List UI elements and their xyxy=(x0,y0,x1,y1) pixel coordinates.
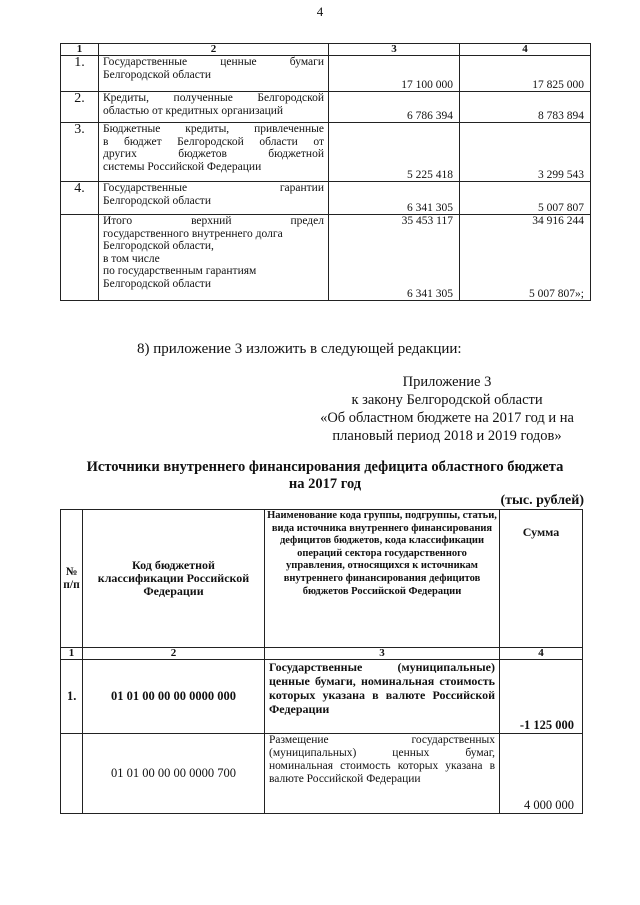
appendix-line: плановый период 2018 и 2019 годов» xyxy=(332,428,562,444)
table-row xyxy=(61,734,583,814)
table-header-row xyxy=(61,44,591,56)
table-total-row xyxy=(61,215,591,301)
row-name-line: областью от кредитных организаций xyxy=(103,104,284,117)
index-cell: 2 xyxy=(83,648,265,660)
value-2017: 6 786 394 xyxy=(329,92,460,123)
row-name-line: Государственные ценные бумаги xyxy=(103,56,324,68)
index-cell: 1 xyxy=(61,648,83,660)
col-header: 3 xyxy=(329,44,460,56)
value-2018: 17 825 000 xyxy=(460,56,591,92)
value-2017: 17 100 000 xyxy=(329,56,460,92)
row-name-line: Белгородской области xyxy=(103,68,211,81)
total-name-line: Итого верхний предел xyxy=(103,215,324,227)
total-name-line: Белгородской области, xyxy=(103,240,214,252)
col-header: 2 xyxy=(99,44,329,56)
total-name xyxy=(99,215,329,301)
row-number-empty xyxy=(61,215,99,301)
row-number xyxy=(61,734,83,814)
value-2018: 3 299 543 xyxy=(460,123,591,182)
page-number: 4 xyxy=(316,4,324,19)
row-name xyxy=(99,123,329,182)
col-header-sum: Сумма xyxy=(500,510,583,648)
units-label: (тыс. рублей) xyxy=(500,493,584,508)
total-name-line: по государственным гарантиям xyxy=(103,265,257,277)
row-number: 3. xyxy=(61,123,99,182)
col-header-number: № п/п xyxy=(61,510,83,648)
index-row xyxy=(61,648,583,660)
row-number: 2. xyxy=(61,92,99,123)
title-line: Источники внутреннего финансирования дефицита областного бюджета xyxy=(86,459,564,475)
value-2017: 6 341 305 xyxy=(329,182,460,215)
total-name-line: Белгородской области xyxy=(103,277,211,290)
appendix-line: к закону Белгородской области xyxy=(351,392,543,408)
row-name xyxy=(99,182,329,215)
financing-sources-table xyxy=(60,509,583,814)
document-title xyxy=(60,459,590,493)
row-name-line: Белгородской области xyxy=(103,194,211,207)
row-number: 4. xyxy=(61,182,99,215)
table-row xyxy=(61,182,591,215)
value-2018: 5 007 807 xyxy=(460,182,591,215)
row-name-line: Государственные гарантии xyxy=(103,182,324,194)
appendix-line: «Об областном бюджете на 2017 год и на xyxy=(320,410,574,426)
col-header-name: Наименование кода группы, подгруппы, статьи, вида источника внутреннего финансирования дефицитов бюджетов, кода классификации операций сектора государственного управления, относящихся к источникам внутреннего финансирования дефицитов бюджетов Российской Федерации xyxy=(265,510,500,648)
index-cell: 4 xyxy=(500,648,583,660)
value-2017: 5 225 418 xyxy=(329,123,460,182)
table-row xyxy=(61,660,583,734)
row-amount: 4 000 000 xyxy=(500,734,583,814)
amendment-paragraph: 8) приложение 3 изложить в следующей редакции: xyxy=(137,341,462,357)
table-row xyxy=(61,92,591,123)
table-header-row xyxy=(61,510,583,648)
total-value: 35 453 117 xyxy=(401,215,453,227)
index-cell: 3 xyxy=(265,648,500,660)
row-name-line: других бюджетов бюджетной xyxy=(103,148,324,160)
guarantee-value: 5 007 807»; xyxy=(529,287,584,300)
total-2018 xyxy=(460,215,591,301)
col-header: 1 xyxy=(61,44,99,56)
row-description: Государственные (муниципальные) ценные бумаги, номинальная стоимость которых указана в валюте Российской Федерации xyxy=(265,660,500,734)
table-row xyxy=(61,123,591,182)
appendix-line: Приложение 3 xyxy=(402,374,492,390)
total-name-line: в том числе xyxy=(103,252,160,265)
guarantee-value: 6 341 305 xyxy=(407,287,453,300)
row-number: 1. xyxy=(61,660,83,734)
row-code: 01 01 00 00 00 0000 000 xyxy=(83,660,265,734)
col-header: 4 xyxy=(460,44,591,56)
row-name-line: Кредиты, полученные Белгородской xyxy=(103,92,324,104)
value-2018: 8 783 894 xyxy=(460,92,591,123)
row-name xyxy=(99,92,329,123)
total-value: 34 916 244 xyxy=(532,215,584,227)
row-description: Размещение государственных (муниципальных) ценных бумаг, номинальная стоимость которых указана в валюте Российской Федерации xyxy=(265,734,500,814)
row-number: 1. xyxy=(61,56,99,92)
row-name-line: системы Российской Федерации xyxy=(103,160,262,173)
title-line: на 2017 год xyxy=(288,476,362,492)
debt-limit-table xyxy=(60,43,591,301)
col-header-code: Код бюджетной классификации Российской Федерации xyxy=(83,510,265,648)
appendix-heading xyxy=(320,373,574,445)
row-amount: -1 125 000 xyxy=(500,660,583,734)
row-name-line: в бюджет Белгородской области от xyxy=(103,135,324,148)
row-code: 01 01 00 00 00 0000 700 xyxy=(83,734,265,814)
table-row xyxy=(61,56,591,92)
total-name-line: государственного внутреннего долга xyxy=(103,227,283,240)
row-name-line: Бюджетные кредиты, привлеченные xyxy=(103,123,324,135)
total-2017 xyxy=(329,215,460,301)
row-name xyxy=(99,56,329,92)
